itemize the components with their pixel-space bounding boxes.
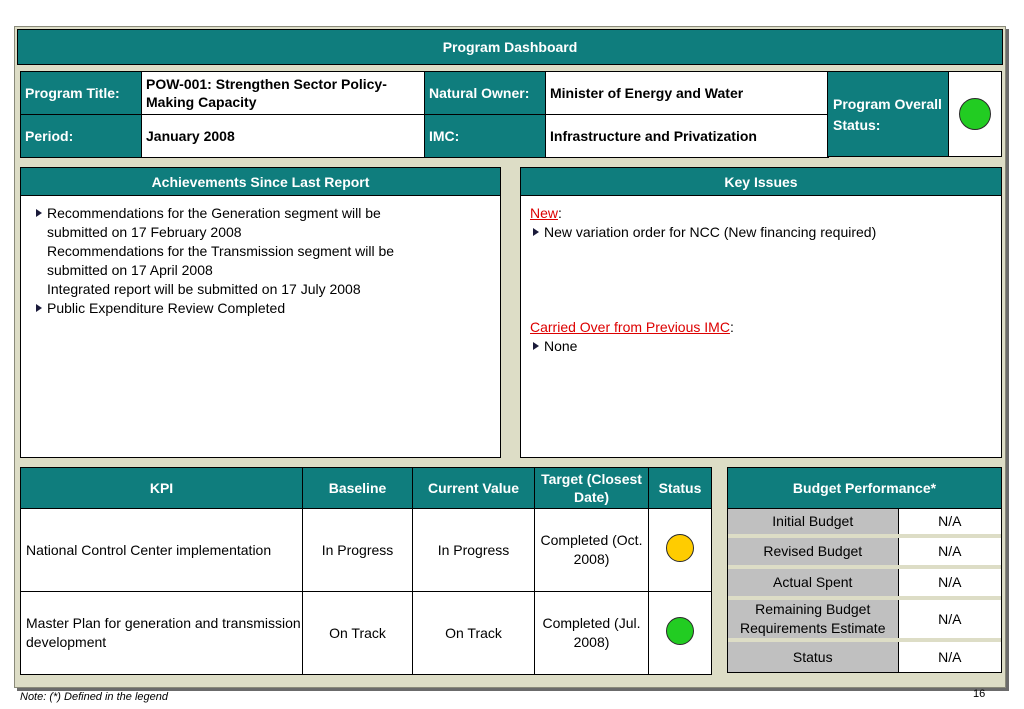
natural-owner-value: Minister of Energy and Water	[546, 72, 829, 115]
kpi-name: Master Plan for generation and transmission development	[21, 592, 303, 675]
footer-note: Note: (*) Defined in the legend	[20, 691, 168, 703]
program-title-value: POW-001: Strengthen Sector Policy-Making Capacity	[142, 72, 425, 115]
table-row	[728, 640, 1001, 672]
table-row	[21, 592, 712, 675]
carried-issues-label: Carried Over from Previous IMC	[530, 319, 730, 335]
kpi-current: On Track	[413, 592, 535, 675]
imc-value: Infrastructure and Privatization	[546, 115, 829, 158]
kpi-table	[20, 467, 712, 675]
status-green-icon	[959, 98, 991, 130]
status-yellow-icon	[666, 534, 694, 562]
program-title-label: Program Title:	[21, 72, 142, 115]
kpi-baseline: In Progress	[303, 509, 413, 592]
target-header: Target (Closest Date)	[535, 468, 649, 509]
key-issues-body	[521, 196, 1001, 364]
achievements-box	[20, 167, 501, 458]
budget-label: Remaining Budget Requirements Estimate	[728, 598, 898, 640]
new-issues-heading: New:	[530, 205, 562, 221]
page-number: 16	[973, 688, 986, 700]
achievement-line: Recommendations for the Transmission segment will be	[47, 243, 395, 259]
budget-value: N/A	[898, 598, 1001, 640]
kpi-status	[649, 592, 712, 675]
kpi-baseline: On Track	[303, 592, 413, 675]
new-issues-label: New	[530, 205, 559, 221]
achievements-body	[21, 196, 500, 326]
kpi-target: Completed (Jul. 2008)	[535, 592, 649, 675]
achievement-line: submitted on 17 February 2008	[47, 224, 242, 240]
kpi-target: Completed (Oct. 2008)	[535, 509, 649, 592]
budget-label: Revised Budget	[728, 536, 898, 567]
period-value: January 2008	[142, 115, 425, 158]
table-row	[21, 509, 712, 592]
kpi-status	[649, 509, 712, 592]
budget-header: Budget Performance*	[728, 468, 1001, 509]
dashboard-panel	[14, 26, 1006, 688]
budget-value: N/A	[898, 640, 1001, 672]
overall-status	[827, 71, 1002, 157]
achievements-header: Achievements Since Last Report	[21, 168, 500, 196]
budget-value: N/A	[938, 513, 962, 529]
new-issue-item: New variation order for NCC (New financing required)	[530, 223, 989, 242]
kpi-header: KPI	[21, 468, 303, 509]
kpi-current: In Progress	[413, 509, 535, 592]
overall-status-label: Program Overall Status:	[828, 72, 949, 156]
achievement-line: Recommendations for the Generation segment will be	[47, 205, 381, 221]
status-green-icon	[666, 617, 694, 645]
budget-table	[728, 509, 1001, 672]
carried-issues-heading: Carried Over from Previous IMC:	[530, 319, 734, 335]
key-issues-box	[520, 167, 1002, 458]
carried-issue-item: None	[530, 337, 989, 356]
baseline-header: Baseline	[303, 468, 413, 509]
current-value-header: Current Value	[413, 468, 535, 509]
table-row	[728, 509, 1001, 536]
achievement-item	[33, 299, 488, 318]
achievement-line: submitted on 17 April 2008	[47, 262, 213, 278]
budget-label: Initial Budget	[728, 509, 898, 536]
achievement-line: Integrated report will be submitted on 17 July 2008	[47, 281, 361, 297]
budget-value: N/A	[898, 567, 1001, 598]
budget-performance	[727, 467, 1002, 673]
table-row	[728, 598, 1001, 640]
overall-status-light	[949, 72, 1001, 156]
achievement-line: Public Expenditure Review Completed	[47, 300, 286, 316]
key-issues-header: Key Issues	[521, 168, 1001, 196]
budget-label: Actual Spent	[728, 567, 898, 598]
achievement-item	[33, 204, 488, 223]
table-row	[728, 567, 1001, 598]
table-row	[728, 536, 1001, 567]
budget-label: Status	[728, 640, 898, 672]
imc-label: IMC:	[425, 115, 546, 158]
kpi-name: National Control Center implementation	[21, 509, 303, 592]
budget-value: N/A	[898, 536, 1001, 567]
program-info-table	[20, 71, 829, 158]
status-header: Status	[649, 468, 712, 509]
period-label: Period:	[21, 115, 142, 158]
dashboard-title: Program Dashboard	[17, 29, 1003, 65]
natural-owner-label: Natural Owner:	[425, 72, 546, 115]
